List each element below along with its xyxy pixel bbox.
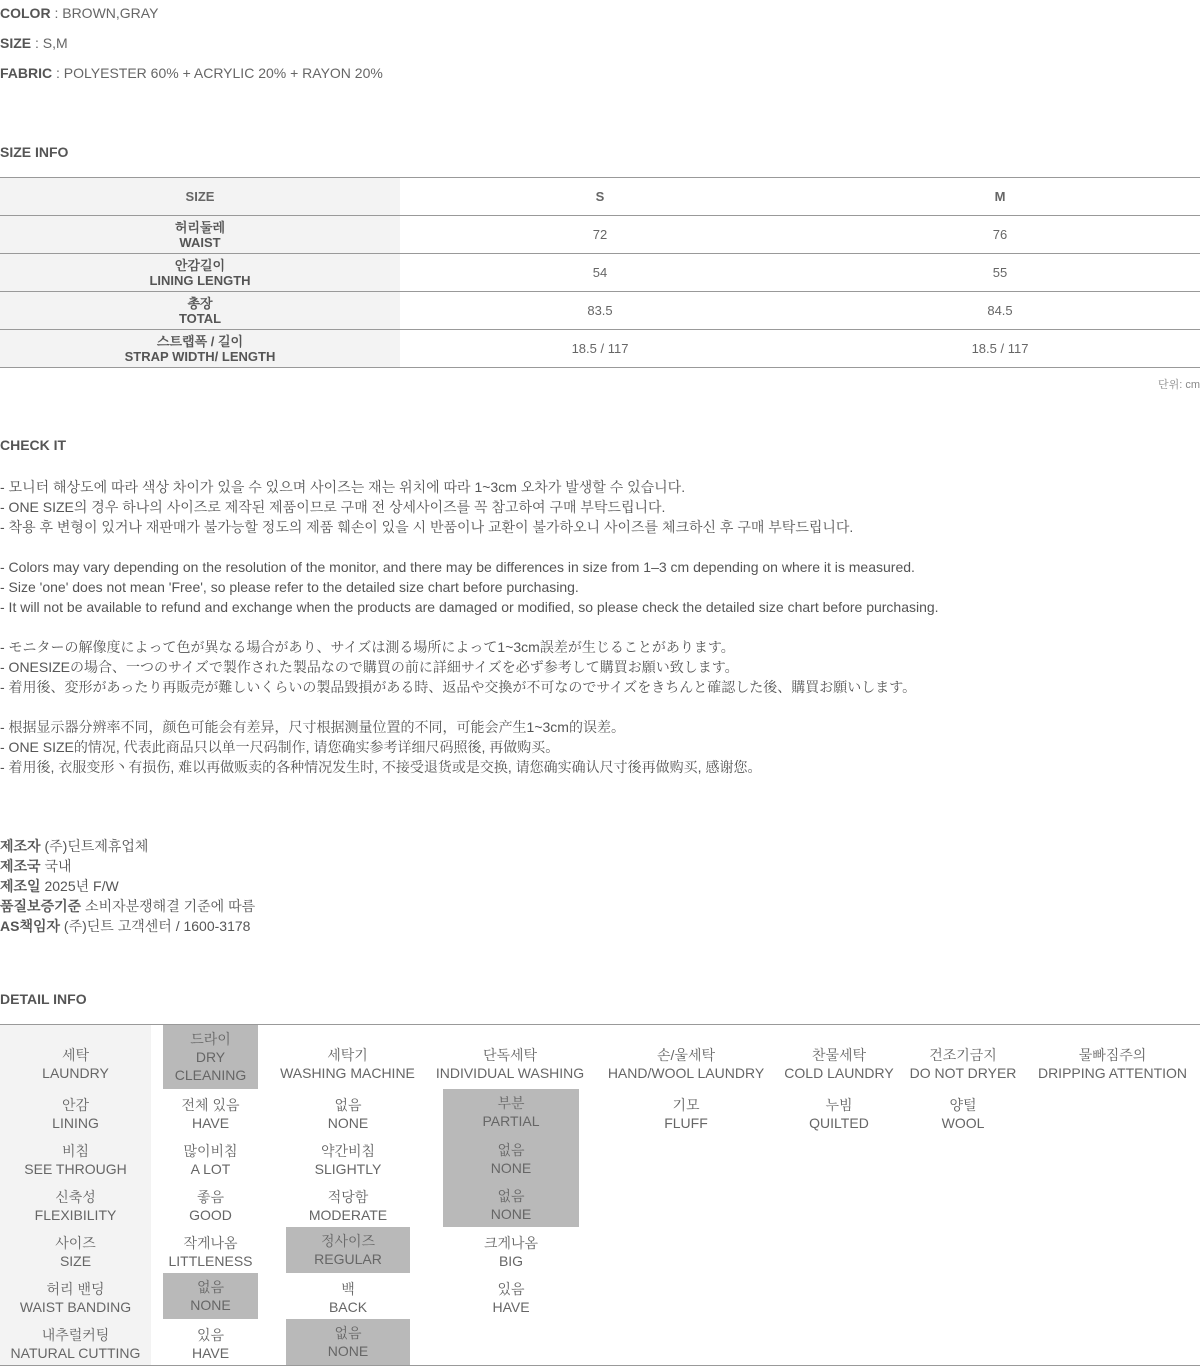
table-row xyxy=(0,216,1200,254)
cell-en: DRY xyxy=(195,1049,226,1065)
cell-ko: 없음 xyxy=(497,1188,525,1204)
detail-cell xyxy=(779,1091,899,1137)
maker-value: 소비자분쟁해결 기준에 따름 xyxy=(85,898,256,914)
maker-value: 2025년 F/W xyxy=(44,878,119,894)
cell-ko: 사이즈 xyxy=(55,1235,96,1251)
cell-en: LINING xyxy=(52,1115,99,1131)
note-line: - ONE SIZE的情况, 代表此商品只以单一尺码制作, 请您确实参考详细尺码照後, 再做购买。 xyxy=(0,739,560,755)
spec-color: COLOR : BROWN,GRAY xyxy=(0,5,159,21)
maker-label: 제조일 xyxy=(0,878,41,894)
cell-ko: 세탁기 xyxy=(327,1047,368,1063)
table-cell: 18.5 / 117 xyxy=(400,330,800,368)
detail-cell-selected xyxy=(443,1135,579,1183)
detail-cell xyxy=(443,1229,579,1275)
note-line: - 모니터 해상도에 따라 색상 차이가 있을 수 있으며 사이즈는 재는 위치에 따라 1~3cm 오차가 발생할 수 있습니다. xyxy=(0,479,686,495)
cell-ko: 누빔 xyxy=(825,1097,853,1113)
cell-ko: 드라이 xyxy=(190,1031,231,1047)
cell-ko: 단독세탁 xyxy=(482,1047,538,1063)
detail-cell xyxy=(0,1275,151,1321)
cell-en: PARTIAL xyxy=(482,1113,540,1129)
cell-en: BACK xyxy=(328,1299,368,1315)
detail-cell xyxy=(163,1091,258,1137)
maker-value: (주)딘트 고객센터 / 1600-3178 xyxy=(63,918,251,934)
cell-en: WASHING MACHINE xyxy=(280,1065,415,1081)
check-it-heading: CHECK IT xyxy=(0,437,67,453)
notes-group-japanese xyxy=(0,637,939,697)
maker-row xyxy=(0,856,255,876)
maker-label: 제조국 xyxy=(0,858,41,874)
table-row xyxy=(0,254,1200,292)
cell-ko: 없음 xyxy=(334,1325,362,1341)
note-line: - ONE SIZE의 경우 하나의 사이즈로 제작된 제품이므로 구매 전 상세사이즈를 꼭 참고하여 구매 부탁드립니다. xyxy=(0,499,666,515)
detail-cell xyxy=(1030,1034,1195,1094)
cell-ko: 찬물세탁 xyxy=(811,1047,867,1063)
detail-cell xyxy=(430,1034,590,1094)
cell-ko: 부분 xyxy=(497,1095,525,1111)
cell-ko: 양털 xyxy=(949,1097,977,1113)
cell-ko: 없음 xyxy=(196,1279,225,1295)
row-label xyxy=(0,216,400,254)
table-header-cell: S xyxy=(400,178,800,216)
detail-cell xyxy=(0,1034,151,1094)
cell-ko: 내추럴커팅 xyxy=(41,1327,110,1343)
cell-en: WAIST BANDING xyxy=(19,1299,132,1315)
detail-cell xyxy=(0,1321,151,1366)
cell-en: DRIPPING ATTENTION xyxy=(1037,1065,1188,1081)
note-line: - Size 'one' does not mean 'Free', so please refer to the detailed size chart before purchasing. xyxy=(0,579,579,595)
detail-info-heading: DETAIL INFO xyxy=(0,991,87,1007)
check-it-notes xyxy=(0,477,939,797)
detail-cell-selected xyxy=(163,1025,258,1089)
detail-cell xyxy=(0,1091,151,1137)
row-label xyxy=(0,330,400,368)
cell-ko: 많이비침 xyxy=(183,1143,238,1159)
detail-cell xyxy=(280,1034,415,1094)
row-label-en: TOTAL xyxy=(178,310,222,326)
detail-cell xyxy=(905,1034,1021,1094)
row-label-ko: 총장 xyxy=(187,295,213,311)
cell-en: HAVE xyxy=(191,1345,230,1361)
cell-ko: 있음 xyxy=(196,1327,225,1343)
cell-en: MODERATE xyxy=(308,1207,388,1223)
cell-en: SEE THROUGH xyxy=(24,1161,127,1177)
cell-ko: 없음 xyxy=(497,1142,525,1158)
maker-label: 제조자 xyxy=(0,838,41,854)
cell-ko: 적당함 xyxy=(327,1189,369,1205)
table-cell: 84.5 xyxy=(800,292,1200,330)
detail-cell xyxy=(625,1091,747,1137)
cell-en: DO NOT DRYER xyxy=(909,1065,1017,1081)
note-line: - Colors may vary depending on the resolution of the monitor, and there may be differences in size from 1–3 cm depending on where it is measured. xyxy=(0,559,915,575)
cell-en: NATURAL CUTTING xyxy=(10,1345,141,1361)
row-label-en: WAIST xyxy=(179,234,221,250)
cell-en: FLEXIBILITY xyxy=(34,1207,117,1223)
spec-value: S,M xyxy=(42,35,68,51)
note-line: - 착용 후 변형이 있거나 재판매가 불가능할 정도의 제품 훼손이 있을 시 반품이나 교환이 불가하오니 사이즈를 체크하신 후 구매 부탁드립니다. xyxy=(0,519,854,535)
detail-cell xyxy=(443,1275,579,1321)
cell-ko: 손/울세탁 xyxy=(657,1047,715,1063)
table-row xyxy=(0,330,1200,368)
detail-cell xyxy=(0,1229,151,1275)
detail-cell xyxy=(0,1137,151,1183)
notes-group-chinese xyxy=(0,717,939,777)
cell-ko: 좋음 xyxy=(196,1189,225,1205)
table-header-cell: SIZE xyxy=(0,178,400,216)
maker-value: 국내 xyxy=(44,858,72,874)
cell-en: CLEANING xyxy=(174,1067,247,1083)
note-line: - 着用後, 衣服变形丶有损伤, 难以再做贩卖的各种情况发生时, 不接受退货或是交换, 请您确实确认尺寸後再做购买, 感谢您。 xyxy=(0,759,762,775)
cell-ko: 물빠짐주의 xyxy=(1078,1047,1147,1063)
unit-note: 단위: cm xyxy=(1157,379,1200,391)
detail-cell xyxy=(779,1034,899,1094)
detail-cell xyxy=(605,1034,767,1094)
detail-info-grid xyxy=(0,1024,1200,1366)
maker-row xyxy=(0,896,255,916)
cell-en: SLIGHTLY xyxy=(314,1161,382,1177)
table-cell: 54 xyxy=(400,254,800,292)
detail-cell-selected xyxy=(286,1319,410,1365)
cell-ko: 세탁 xyxy=(61,1047,90,1063)
spec-fabric: FABRIC : POLYESTER 60% + ACRYLIC 20% + RAYON 20% xyxy=(0,65,383,81)
maker-info xyxy=(0,836,255,936)
size-table xyxy=(0,177,1200,368)
cell-ko: 없음 xyxy=(334,1097,362,1113)
maker-value: (주)딘트제휴업체 xyxy=(44,838,149,854)
cell-en: BIG xyxy=(498,1253,524,1269)
cell-en: COLD LAUNDRY xyxy=(784,1065,894,1081)
maker-row xyxy=(0,836,255,856)
note-line: - ONESIZEの場合、一つのサイズで製作された製品なので購買の前に詳細サイズを必ず参考して購買お願い致します。 xyxy=(0,659,739,675)
table-cell: 83.5 xyxy=(400,292,800,330)
cell-ko: 정사이즈 xyxy=(320,1233,376,1249)
note-line: - 根据显示器分辨率不同，颜色可能会有差异，尺寸根据测量位置的不同，可能会产生1~3cm的误差。 xyxy=(0,719,625,735)
table-row xyxy=(0,292,1200,330)
maker-row xyxy=(0,916,255,936)
detail-cell-selected xyxy=(443,1183,579,1227)
cell-en: NONE xyxy=(327,1115,369,1131)
maker-row xyxy=(0,876,255,896)
cell-en: HAVE xyxy=(191,1115,230,1131)
cell-en: REGULAR xyxy=(314,1251,382,1267)
row-label-ko: 스트랩폭 / 길이 xyxy=(156,333,244,349)
cell-en: LITTLENESS xyxy=(168,1253,253,1269)
spec-value: BROWN,GRAY xyxy=(62,5,159,21)
detail-cell xyxy=(163,1229,258,1275)
table-header-cell: M xyxy=(800,178,1200,216)
cell-en: HAVE xyxy=(492,1299,530,1315)
cell-ko: 백 xyxy=(341,1281,355,1297)
note-line: - モニターの解像度によって色が異なる場合があり、サイズは測る場所によって1~3cm誤差が生じることがあります。 xyxy=(0,639,735,655)
spec-label: FABRIC xyxy=(0,65,53,81)
cell-en: NONE xyxy=(327,1343,369,1359)
cell-en: FLUFF xyxy=(664,1115,708,1131)
notes-group-english xyxy=(0,557,939,617)
note-line: - It will not be available to refund and exchange when the products are damaged or modified, so please check the detailed size chart before purchasing. xyxy=(0,599,939,615)
detail-cell xyxy=(286,1183,410,1229)
row-label-ko: 안감길이 xyxy=(174,257,226,273)
cell-ko: 기모 xyxy=(672,1097,700,1113)
size-info-heading: SIZE INFO xyxy=(0,144,69,160)
spec-size: SIZE : S,M xyxy=(0,35,68,51)
row-label-ko: 허리둘레 xyxy=(174,219,226,235)
notes-group-korean xyxy=(0,477,939,537)
detail-cell-selected xyxy=(286,1227,410,1273)
detail-cell xyxy=(0,1183,151,1229)
cell-ko: 크게나옴 xyxy=(483,1235,539,1251)
cell-en: LAUNDRY xyxy=(42,1065,109,1081)
cell-ko: 신축성 xyxy=(55,1189,96,1205)
row-label xyxy=(0,254,400,292)
detail-cell-selected xyxy=(163,1273,258,1319)
detail-cell xyxy=(286,1091,410,1137)
spec-value: POLYESTER 60% + ACRYLIC 20% + RAYON 20% xyxy=(63,65,383,81)
cell-en: HAND/WOOL LAUNDRY xyxy=(607,1065,765,1081)
detail-cell xyxy=(163,1183,258,1229)
spec-label: COLOR xyxy=(0,5,51,21)
row-label-en: LINING LENGTH xyxy=(149,272,251,288)
cell-en: NONE xyxy=(490,1160,532,1176)
note-line: - 着用後、変形があったり再販売が難しいくらいの製品毀損がある時、返品や交換が不可なのでサイズをきちんと確認した後、購買お願いします。 xyxy=(0,679,917,695)
detail-cell-selected xyxy=(443,1089,579,1135)
cell-en: NONE xyxy=(490,1206,532,1222)
cell-ko: 작게나옴 xyxy=(183,1235,238,1251)
cell-en: INDIVIDUAL WASHING xyxy=(435,1065,585,1081)
cell-ko: 허리 밴딩 xyxy=(46,1281,105,1297)
cell-en: WOOL xyxy=(941,1115,985,1131)
cell-ko: 있음 xyxy=(497,1281,525,1297)
detail-cell xyxy=(905,1091,1021,1137)
cell-en: NONE xyxy=(190,1297,231,1313)
table-header-row xyxy=(0,178,1200,216)
table-cell: 76 xyxy=(800,216,1200,254)
maker-label: AS책임자 xyxy=(0,918,61,934)
cell-ko: 비침 xyxy=(61,1143,90,1159)
row-label-en: STRAP WIDTH/ LENGTH xyxy=(124,348,276,364)
cell-en: QUILTED xyxy=(809,1115,869,1131)
cell-en: GOOD xyxy=(189,1207,232,1223)
cell-ko: 안감 xyxy=(61,1097,90,1113)
cell-ko: 건조기금지 xyxy=(929,1047,997,1063)
table-cell: 72 xyxy=(400,216,800,254)
cell-en: A LOT xyxy=(190,1161,231,1177)
cell-ko: 전체 있음 xyxy=(181,1097,240,1113)
spec-label: SIZE xyxy=(0,35,32,51)
row-label xyxy=(0,292,400,330)
maker-label: 품질보증기준 xyxy=(0,898,82,914)
detail-cell xyxy=(163,1321,258,1366)
detail-cell xyxy=(286,1275,410,1321)
table-cell: 18.5 / 117 xyxy=(800,330,1200,368)
table-cell: 55 xyxy=(800,254,1200,292)
detail-cell xyxy=(163,1137,258,1183)
detail-cell xyxy=(286,1137,410,1183)
cell-ko: 약간비침 xyxy=(320,1143,376,1159)
cell-en: SIZE xyxy=(59,1253,92,1269)
